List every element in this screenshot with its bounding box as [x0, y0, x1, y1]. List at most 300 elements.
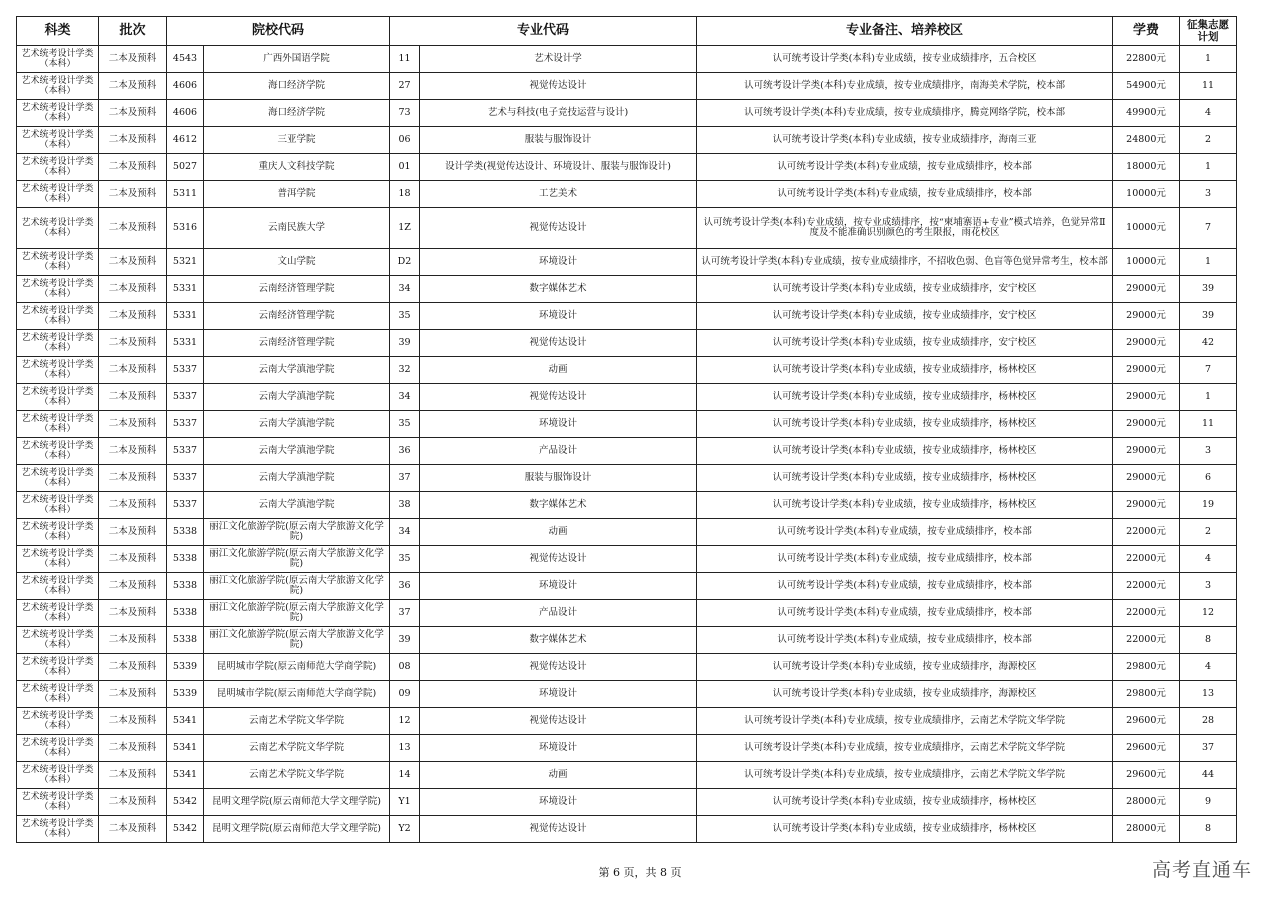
school-name-cell: 广西外国语学院	[204, 46, 390, 73]
batch-cell: 二本及预科	[99, 303, 167, 330]
major-code-cell: 36	[390, 573, 420, 600]
category-cell: 艺术统考设计学类（本科）	[17, 46, 99, 73]
school-code-cell: 5339	[167, 654, 204, 681]
batch-cell: 二本及预科	[99, 181, 167, 208]
major-name-cell: 产品设计	[420, 600, 697, 627]
major-code-cell: 08	[390, 654, 420, 681]
major-name-cell: 视觉传达设计	[420, 708, 697, 735]
table-row	[17, 708, 1237, 735]
major-code-cell: Y2	[390, 816, 420, 843]
fee-cell: 29000元	[1113, 357, 1180, 384]
major-name-cell: 环境设计	[420, 735, 697, 762]
note-cell: 认可统考设计学类(本科)专业成绩，按专业成绩排序，校本部	[697, 546, 1113, 573]
plan-cell: 4	[1180, 654, 1237, 681]
major-code-cell: 38	[390, 492, 420, 519]
header-school: 院校代码	[167, 17, 390, 46]
table-row	[17, 573, 1237, 600]
fee-cell: 22000元	[1113, 573, 1180, 600]
plan-cell: 3	[1180, 181, 1237, 208]
plan-cell: 3	[1180, 438, 1237, 465]
category-cell: 艺术统考设计学类（本科）	[17, 654, 99, 681]
category-cell: 艺术统考设计学类（本科）	[17, 276, 99, 303]
plan-cell: 42	[1180, 330, 1237, 357]
school-code-cell: 5339	[167, 681, 204, 708]
major-code-cell: 35	[390, 303, 420, 330]
major-name-cell: 视觉传达设计	[420, 73, 697, 100]
school-name-cell: 普洱学院	[204, 181, 390, 208]
school-name-cell: 云南民族大学	[204, 208, 390, 249]
plan-cell: 44	[1180, 762, 1237, 789]
plan-cell: 2	[1180, 127, 1237, 154]
plan-cell: 11	[1180, 73, 1237, 100]
plan-cell: 1	[1180, 46, 1237, 73]
fee-cell: 29600元	[1113, 708, 1180, 735]
category-cell: 艺术统考设计学类（本科）	[17, 154, 99, 181]
note-cell: 认可统考设计学类(本科)专业成绩，按专业成绩排序，腾竞网络学院，校本部	[697, 100, 1113, 127]
major-code-cell: 39	[390, 330, 420, 357]
school-code-cell: 5337	[167, 411, 204, 438]
fee-cell: 29600元	[1113, 735, 1180, 762]
category-cell: 艺术统考设计学类（本科）	[17, 600, 99, 627]
header-fee: 学费	[1113, 17, 1180, 46]
plan-cell: 6	[1180, 465, 1237, 492]
fee-cell: 22000元	[1113, 627, 1180, 654]
school-code-cell: 5338	[167, 573, 204, 600]
category-cell: 艺术统考设计学类（本科）	[17, 208, 99, 249]
major-name-cell: 数字媒体艺术	[420, 276, 697, 303]
major-name-cell: 动画	[420, 357, 697, 384]
batch-cell: 二本及预科	[99, 127, 167, 154]
category-cell: 艺术统考设计学类（本科）	[17, 789, 99, 816]
plan-cell: 12	[1180, 600, 1237, 627]
major-name-cell: 服装与服饰设计	[420, 465, 697, 492]
school-code-cell: 5311	[167, 181, 204, 208]
major-name-cell: 服装与服饰设计	[420, 127, 697, 154]
batch-cell: 二本及预科	[99, 208, 167, 249]
fee-cell: 10000元	[1113, 208, 1180, 249]
school-code-cell: 5337	[167, 384, 204, 411]
school-name-cell: 云南经济管理学院	[204, 330, 390, 357]
category-cell: 艺术统考设计学类（本科）	[17, 73, 99, 100]
school-code-cell: 5342	[167, 789, 204, 816]
plan-cell: 1	[1180, 384, 1237, 411]
school-code-cell: 5331	[167, 303, 204, 330]
school-name-cell: 丽江文化旅游学院(原云南大学旅游文化学院)	[204, 600, 390, 627]
table-row	[17, 519, 1237, 546]
batch-cell: 二本及预科	[99, 330, 167, 357]
major-name-cell: 视觉传达设计	[420, 546, 697, 573]
batch-cell: 二本及预科	[99, 654, 167, 681]
major-code-cell: 39	[390, 627, 420, 654]
note-cell: 认可统考设计学类(本科)专业成绩，按专业成绩排序，校本部	[697, 519, 1113, 546]
batch-cell: 二本及预科	[99, 681, 167, 708]
plan-cell: 13	[1180, 681, 1237, 708]
batch-cell: 二本及预科	[99, 708, 167, 735]
major-code-cell: 27	[390, 73, 420, 100]
fee-cell: 28000元	[1113, 816, 1180, 843]
table-row	[17, 492, 1237, 519]
school-name-cell: 云南大学滇池学院	[204, 438, 390, 465]
header-note: 专业备注、培养校区	[697, 17, 1113, 46]
table-row	[17, 100, 1237, 127]
table-row	[17, 654, 1237, 681]
major-name-cell: 视觉传达设计	[420, 384, 697, 411]
major-code-cell: 34	[390, 276, 420, 303]
fee-cell: 29000元	[1113, 492, 1180, 519]
category-cell: 艺术统考设计学类（本科）	[17, 384, 99, 411]
major-name-cell: 视觉传达设计	[420, 330, 697, 357]
admission-plan-table	[16, 16, 1237, 843]
batch-cell: 二本及预科	[99, 276, 167, 303]
category-cell: 艺术统考设计学类（本科）	[17, 627, 99, 654]
school-name-cell: 文山学院	[204, 249, 390, 276]
batch-cell: 二本及预科	[99, 627, 167, 654]
table-row	[17, 789, 1237, 816]
note-cell: 认可统考设计学类(本科)专业成绩，按专业成绩排序，杨林校区	[697, 465, 1113, 492]
major-code-cell: 06	[390, 127, 420, 154]
batch-cell: 二本及预科	[99, 46, 167, 73]
table-row	[17, 411, 1237, 438]
plan-cell: 3	[1180, 573, 1237, 600]
table-row	[17, 73, 1237, 100]
category-cell: 艺术统考设计学类（本科）	[17, 681, 99, 708]
table-row	[17, 762, 1237, 789]
table-row	[17, 181, 1237, 208]
batch-cell: 二本及预科	[99, 600, 167, 627]
school-name-cell: 云南艺术学院文华学院	[204, 762, 390, 789]
plan-cell: 8	[1180, 816, 1237, 843]
school-code-cell: 5342	[167, 816, 204, 843]
major-name-cell: 动画	[420, 762, 697, 789]
table-row	[17, 154, 1237, 181]
batch-cell: 二本及预科	[99, 789, 167, 816]
major-name-cell: 视觉传达设计	[420, 208, 697, 249]
plan-cell: 28	[1180, 708, 1237, 735]
fee-cell: 29000元	[1113, 438, 1180, 465]
school-code-cell: 5338	[167, 519, 204, 546]
major-code-cell: 32	[390, 357, 420, 384]
table-row	[17, 127, 1237, 154]
major-name-cell: 数字媒体艺术	[420, 492, 697, 519]
note-cell: 认可统考设计学类(本科)专业成绩，按专业成绩排序，安宁校区	[697, 276, 1113, 303]
school-name-cell: 丽江文化旅游学院(原云南大学旅游文化学院)	[204, 546, 390, 573]
fee-cell: 54900元	[1113, 73, 1180, 100]
fee-cell: 22000元	[1113, 546, 1180, 573]
category-cell: 艺术统考设计学类（本科）	[17, 573, 99, 600]
school-code-cell: 5338	[167, 627, 204, 654]
table-row	[17, 276, 1237, 303]
school-name-cell: 昆明城市学院(原云南师范大学商学院)	[204, 681, 390, 708]
fee-cell: 49900元	[1113, 100, 1180, 127]
school-name-cell: 昆明文理学院(原云南师范大学文理学院)	[204, 789, 390, 816]
school-code-cell: 5337	[167, 465, 204, 492]
batch-cell: 二本及预科	[99, 411, 167, 438]
category-cell: 艺术统考设计学类（本科）	[17, 249, 99, 276]
fee-cell: 22800元	[1113, 46, 1180, 73]
note-cell: 认可统考设计学类(本科)专业成绩，按专业成绩排序，校本部	[697, 600, 1113, 627]
note-cell: 认可统考设计学类(本科)专业成绩，按专业成绩排序，海源校区	[697, 654, 1113, 681]
fee-cell: 22000元	[1113, 600, 1180, 627]
category-cell: 艺术统考设计学类（本科）	[17, 411, 99, 438]
table-row	[17, 330, 1237, 357]
fee-cell: 29000元	[1113, 303, 1180, 330]
school-name-cell: 云南大学滇池学院	[204, 411, 390, 438]
school-code-cell: 5331	[167, 330, 204, 357]
table-row	[17, 735, 1237, 762]
batch-cell: 二本及预科	[99, 438, 167, 465]
note-cell: 认可统考设计学类(本科)专业成绩，按专业成绩排序，杨林校区	[697, 438, 1113, 465]
fee-cell: 29000元	[1113, 411, 1180, 438]
batch-cell: 二本及预科	[99, 154, 167, 181]
school-name-cell: 云南大学滇池学院	[204, 492, 390, 519]
note-cell: 认可统考设计学类(本科)专业成绩，按专业成绩排序，云南艺术学院文华学院	[697, 762, 1113, 789]
fee-cell: 18000元	[1113, 154, 1180, 181]
major-code-cell: 37	[390, 600, 420, 627]
category-cell: 艺术统考设计学类（本科）	[17, 330, 99, 357]
table-row	[17, 208, 1237, 249]
note-cell: 认可统考设计学类(本科)专业成绩，按专业成绩排序，安宁校区	[697, 303, 1113, 330]
note-cell: 认可统考设计学类(本科)专业成绩，按专业成绩排序，校本部	[697, 573, 1113, 600]
note-cell: 认可统考设计学类(本科)专业成绩，按专业成绩排序，杨林校区	[697, 789, 1113, 816]
school-code-cell: 5341	[167, 735, 204, 762]
major-code-cell: 01	[390, 154, 420, 181]
school-name-cell: 云南经济管理学院	[204, 276, 390, 303]
category-cell: 艺术统考设计学类（本科）	[17, 519, 99, 546]
category-cell: 艺术统考设计学类（本科）	[17, 127, 99, 154]
major-code-cell: 12	[390, 708, 420, 735]
plan-cell: 39	[1180, 276, 1237, 303]
school-code-cell: 5337	[167, 357, 204, 384]
plan-cell: 19	[1180, 492, 1237, 519]
batch-cell: 二本及预科	[99, 735, 167, 762]
major-code-cell: Y1	[390, 789, 420, 816]
fee-cell: 22000元	[1113, 519, 1180, 546]
school-code-cell: 5027	[167, 154, 204, 181]
category-cell: 艺术统考设计学类（本科）	[17, 816, 99, 843]
category-cell: 艺术统考设计学类（本科）	[17, 546, 99, 573]
table-row	[17, 681, 1237, 708]
plan-cell: 7	[1180, 357, 1237, 384]
major-name-cell: 环境设计	[420, 249, 697, 276]
school-code-cell: 5341	[167, 708, 204, 735]
fee-cell: 10000元	[1113, 249, 1180, 276]
plan-cell: 1	[1180, 154, 1237, 181]
table-body	[17, 46, 1237, 843]
school-name-cell: 云南艺术学院文华学院	[204, 708, 390, 735]
school-name-cell: 重庆人文科技学院	[204, 154, 390, 181]
major-name-cell: 动画	[420, 519, 697, 546]
major-code-cell: 37	[390, 465, 420, 492]
plan-cell: 39	[1180, 303, 1237, 330]
plan-cell: 37	[1180, 735, 1237, 762]
batch-cell: 二本及预科	[99, 249, 167, 276]
category-cell: 艺术统考设计学类（本科）	[17, 708, 99, 735]
plan-cell: 4	[1180, 546, 1237, 573]
note-cell: 认可统考设计学类(本科)专业成绩，按专业成绩排序，校本部	[697, 627, 1113, 654]
school-name-cell: 昆明文理学院(原云南师范大学文理学院)	[204, 816, 390, 843]
note-cell: 认可统考设计学类(本科)专业成绩，按专业成绩排序，杨林校区	[697, 357, 1113, 384]
school-code-cell: 5338	[167, 600, 204, 627]
header-plan: 征集志愿计划	[1180, 17, 1237, 46]
fee-cell: 29600元	[1113, 762, 1180, 789]
major-name-cell: 环境设计	[420, 573, 697, 600]
major-code-cell: 18	[390, 181, 420, 208]
major-code-cell: 34	[390, 384, 420, 411]
note-cell: 认可统考设计学类(本科)专业成绩，按专业成绩排序，校本部	[697, 154, 1113, 181]
category-cell: 艺术统考设计学类（本科）	[17, 735, 99, 762]
batch-cell: 二本及预科	[99, 816, 167, 843]
note-cell: 认可统考设计学类(本科)专业成绩，按专业成绩排序，杨林校区	[697, 384, 1113, 411]
category-cell: 艺术统考设计学类（本科）	[17, 303, 99, 330]
plan-cell: 1	[1180, 249, 1237, 276]
major-name-cell: 产品设计	[420, 438, 697, 465]
plan-cell: 2	[1180, 519, 1237, 546]
category-cell: 艺术统考设计学类（本科）	[17, 492, 99, 519]
school-name-cell: 云南大学滇池学院	[204, 465, 390, 492]
school-code-cell: 4543	[167, 46, 204, 73]
school-name-cell: 海口经济学院	[204, 73, 390, 100]
fee-cell: 29800元	[1113, 681, 1180, 708]
table-row	[17, 46, 1237, 73]
header-category: 科类	[17, 17, 99, 46]
batch-cell: 二本及预科	[99, 546, 167, 573]
plan-cell: 4	[1180, 100, 1237, 127]
school-code-cell: 5337	[167, 492, 204, 519]
table-row	[17, 438, 1237, 465]
school-name-cell: 三亚学院	[204, 127, 390, 154]
plan-cell: 9	[1180, 789, 1237, 816]
fee-cell: 29000元	[1113, 330, 1180, 357]
school-code-cell: 4606	[167, 73, 204, 100]
school-name-cell: 丽江文化旅游学院(原云南大学旅游文化学院)	[204, 627, 390, 654]
school-name-cell: 昆明城市学院(原云南师范大学商学院)	[204, 654, 390, 681]
school-code-cell: 5316	[167, 208, 204, 249]
fee-cell: 28000元	[1113, 789, 1180, 816]
major-name-cell: 视觉传达设计	[420, 654, 697, 681]
major-code-cell: 35	[390, 546, 420, 573]
category-cell: 艺术统考设计学类（本科）	[17, 357, 99, 384]
school-name-cell: 云南大学滇池学院	[204, 384, 390, 411]
major-name-cell: 设计学类(视觉传达设计、环境设计、服装与服饰设计)	[420, 154, 697, 181]
major-name-cell: 视觉传达设计	[420, 816, 697, 843]
school-code-cell: 5341	[167, 762, 204, 789]
table-row	[17, 249, 1237, 276]
note-cell: 认可统考设计学类(本科)专业成绩，按专业成绩排序，海南三亚	[697, 127, 1113, 154]
note-cell: 认可统考设计学类(本科)专业成绩，按专业成绩排序，按“柬埔寨语+专业”模式培养，色觉异常Ⅱ度及不能准确识别颜色的考生限报，雨花校区	[697, 208, 1113, 249]
major-name-cell: 数字媒体艺术	[420, 627, 697, 654]
batch-cell: 二本及预科	[99, 73, 167, 100]
category-cell: 艺术统考设计学类（本科）	[17, 100, 99, 127]
major-code-cell: 09	[390, 681, 420, 708]
batch-cell: 二本及预科	[99, 384, 167, 411]
table-row	[17, 384, 1237, 411]
plan-cell: 7	[1180, 208, 1237, 249]
note-cell: 认可统考设计学类(本科)专业成绩，按专业成绩排序，云南艺术学院文华学院	[697, 708, 1113, 735]
major-name-cell: 工艺美术	[420, 181, 697, 208]
category-cell: 艺术统考设计学类（本科）	[17, 181, 99, 208]
watermark: 高考直通车	[1151, 859, 1252, 881]
header-major: 专业代码	[390, 17, 697, 46]
header-batch: 批次	[99, 17, 167, 46]
category-cell: 艺术统考设计学类（本科）	[17, 465, 99, 492]
table-row	[17, 465, 1237, 492]
note-cell: 认可统考设计学类(本科)专业成绩，按专业成绩排序，不招收色弱、色盲等色觉异常考生，校本部	[697, 249, 1113, 276]
major-name-cell: 环境设计	[420, 411, 697, 438]
major-name-cell: 环境设计	[420, 789, 697, 816]
school-name-cell: 海口经济学院	[204, 100, 390, 127]
school-code-cell: 4606	[167, 100, 204, 127]
major-name-cell: 环境设计	[420, 303, 697, 330]
major-name-cell: 艺术与科技(电子竞技运营与设计)	[420, 100, 697, 127]
school-code-cell: 5337	[167, 438, 204, 465]
note-cell: 认可统考设计学类(本科)专业成绩，按专业成绩排序，杨林校区	[697, 816, 1113, 843]
major-code-cell: 36	[390, 438, 420, 465]
fee-cell: 29800元	[1113, 654, 1180, 681]
major-name-cell: 环境设计	[420, 681, 697, 708]
table-row	[17, 303, 1237, 330]
batch-cell: 二本及预科	[99, 519, 167, 546]
school-name-cell: 丽江文化旅游学院(原云南大学旅游文化学院)	[204, 519, 390, 546]
school-name-cell: 云南大学滇池学院	[204, 357, 390, 384]
table-row	[17, 627, 1237, 654]
batch-cell: 二本及预科	[99, 100, 167, 127]
school-code-cell: 5331	[167, 276, 204, 303]
batch-cell: 二本及预科	[99, 492, 167, 519]
fee-cell: 29000元	[1113, 384, 1180, 411]
batch-cell: 二本及预科	[99, 357, 167, 384]
note-cell: 认可统考设计学类(本科)专业成绩，按专业成绩排序，海源校区	[697, 681, 1113, 708]
note-cell: 认可统考设计学类(本科)专业成绩，按专业成绩排序，校本部	[697, 181, 1113, 208]
category-cell: 艺术统考设计学类（本科）	[17, 438, 99, 465]
note-cell: 认可统考设计学类(本科)专业成绩，按专业成绩排序，南海美术学院，校本部	[697, 73, 1113, 100]
school-name-cell: 云南艺术学院文华学院	[204, 735, 390, 762]
batch-cell: 二本及预科	[99, 465, 167, 492]
plan-cell: 8	[1180, 627, 1237, 654]
major-name-cell: 艺术设计学	[420, 46, 697, 73]
fee-cell: 29000元	[1113, 465, 1180, 492]
batch-cell: 二本及预科	[99, 573, 167, 600]
note-cell: 认可统考设计学类(本科)专业成绩，按专业成绩排序，杨林校区	[697, 411, 1113, 438]
note-cell: 认可统考设计学类(本科)专业成绩，按专业成绩排序，云南艺术学院文华学院	[697, 735, 1113, 762]
note-cell: 认可统考设计学类(本科)专业成绩，按专业成绩排序，五合校区	[697, 46, 1113, 73]
table-row	[17, 816, 1237, 843]
school-name-cell: 丽江文化旅游学院(原云南大学旅游文化学院)	[204, 573, 390, 600]
fee-cell: 10000元	[1113, 181, 1180, 208]
major-code-cell: 11	[390, 46, 420, 73]
batch-cell: 二本及预科	[99, 762, 167, 789]
school-code-cell: 5321	[167, 249, 204, 276]
note-cell: 认可统考设计学类(本科)专业成绩，按专业成绩排序，安宁校区	[697, 330, 1113, 357]
table-row	[17, 357, 1237, 384]
category-cell: 艺术统考设计学类（本科）	[17, 762, 99, 789]
school-name-cell: 云南经济管理学院	[204, 303, 390, 330]
major-code-cell: 14	[390, 762, 420, 789]
page-number: 第 6 页，共 8 页	[598, 866, 682, 879]
major-code-cell: 34	[390, 519, 420, 546]
table-row	[17, 600, 1237, 627]
major-code-cell: 35	[390, 411, 420, 438]
table-row	[17, 546, 1237, 573]
major-code-cell: 13	[390, 735, 420, 762]
school-code-cell: 4612	[167, 127, 204, 154]
major-code-cell: D2	[390, 249, 420, 276]
fee-cell: 24800元	[1113, 127, 1180, 154]
header-row	[17, 17, 1237, 46]
note-cell: 认可统考设计学类(本科)专业成绩，按专业成绩排序，杨林校区	[697, 492, 1113, 519]
fee-cell: 29000元	[1113, 276, 1180, 303]
plan-cell: 11	[1180, 411, 1237, 438]
school-code-cell: 5338	[167, 546, 204, 573]
